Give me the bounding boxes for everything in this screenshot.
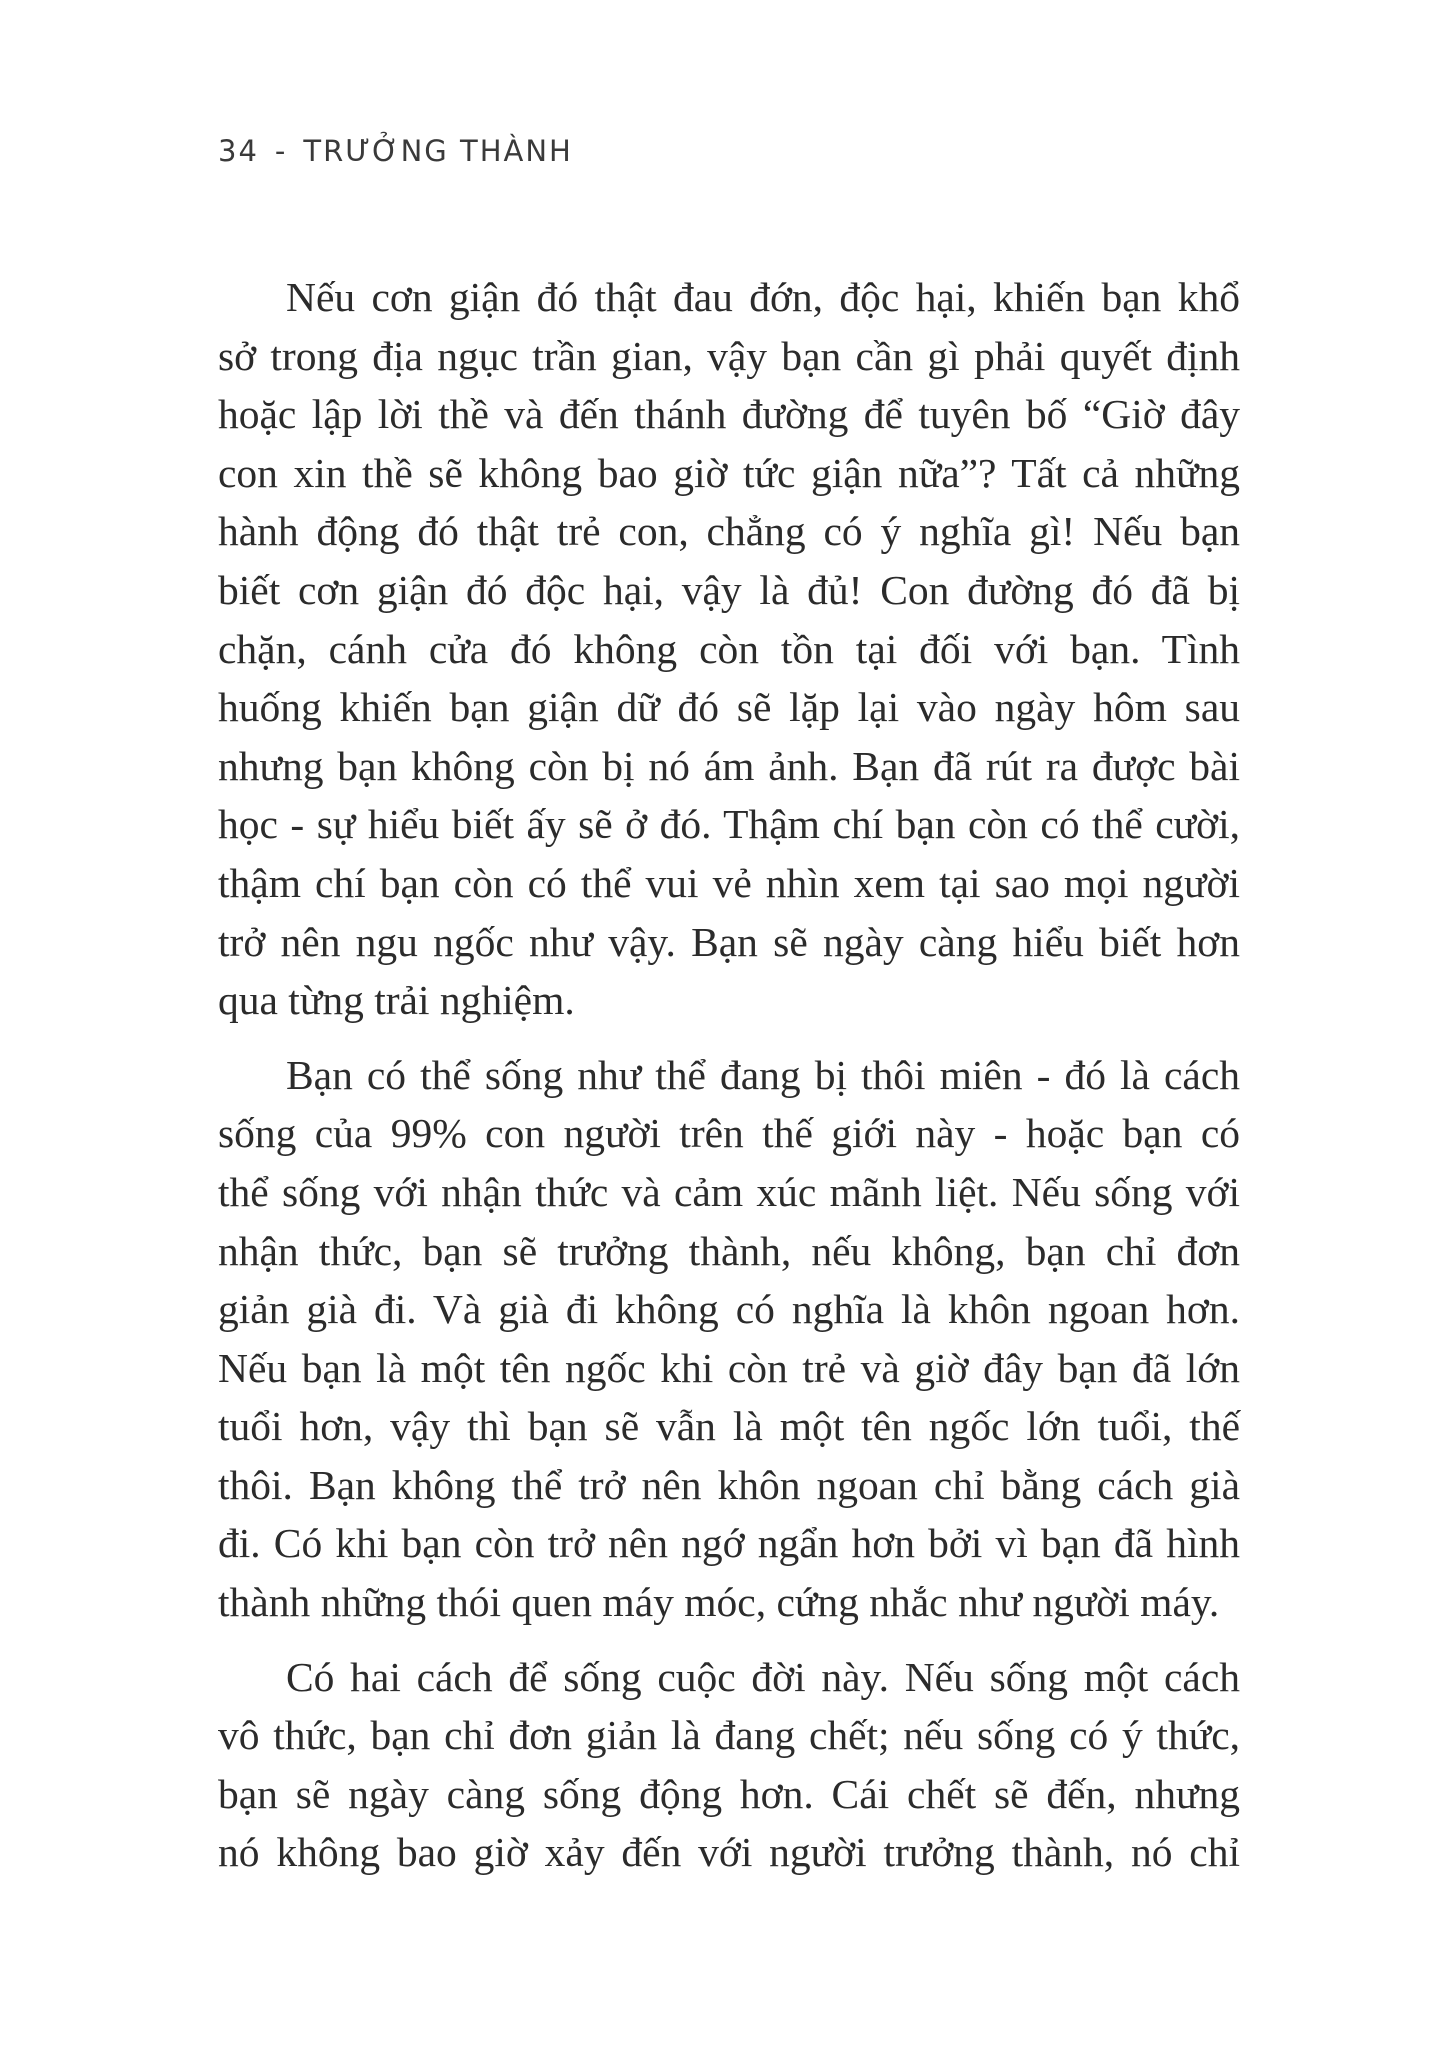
header-separator: - [274, 134, 288, 168]
text-line: thậm chí bạn còn có thể vui vẻ nhìn xem tại sao mọi người [218, 859, 1240, 906]
body-text [218, 268, 1240, 1898]
paragraph [218, 1648, 1240, 1882]
text-line: con xin thề sẽ không bao giờ tức giận nữa”? Tất cả những [218, 449, 1240, 496]
text-line: trở nên ngu ngốc như vậy. Bạn sẽ ngày càng hiểu biết hơn [218, 918, 1240, 965]
text-line: Bạn có thể sống như thể đang bị thôi miên - đó là cách [286, 1051, 1240, 1098]
text-line: giản già đi. Và già đi không có nghĩa là khôn ngoan hơn. [218, 1286, 1240, 1333]
text-line: bạn sẽ ngày càng sống động hơn. Cái chết sẽ đến, nhưng [218, 1770, 1240, 1817]
text-line: thành những thói quen máy móc, cứng nhắc như người máy. [218, 1579, 1220, 1626]
text-line: chặn, cánh cửa đó không còn tồn tại đối với bạn. Tình [218, 625, 1240, 672]
text-line: tuổi hơn, vậy thì bạn sẽ vẫn là một tên ngốc lớn tuổi, thế [218, 1403, 1240, 1450]
text-line: nó không bao giờ xảy đến với người trưởng thành, nó chỉ [218, 1829, 1240, 1876]
text-line: Có hai cách để sống cuộc đời này. Nếu sống một cách [286, 1653, 1240, 1700]
text-line: Nếu bạn là một tên ngốc khi còn trẻ và giờ đây bạn đã lớn [218, 1344, 1240, 1391]
paragraph [218, 268, 1240, 1030]
text-line: hoặc lập lời thề và đến thánh đường để tuyên bố “Giờ đây [218, 391, 1240, 438]
text-line: huống khiến bạn giận dữ đó sẽ lặp lại vào ngày hôm sau [218, 684, 1240, 731]
chapter-title: TRƯỞNG THÀNH [303, 134, 573, 168]
text-line: thể sống với nhận thức và cảm xúc mãnh liệt. Nếu sống với [218, 1168, 1240, 1215]
text-line: qua từng trải nghiệm. [218, 977, 575, 1024]
page-number: 34 [218, 134, 259, 168]
text-line: đi. Có khi bạn còn trở nên ngớ ngẩn hơn bởi vì bạn đã hình [218, 1520, 1240, 1567]
text-line: thôi. Bạn không thể trở nên khôn ngoan chỉ bằng cách già [218, 1461, 1240, 1508]
text-line: vô thức, bạn chỉ đơn giản là đang chết; nếu sống có ý thức, [218, 1712, 1240, 1759]
text-line: sở trong địa ngục trần gian, vậy bạn cần gì phải quyết định [218, 332, 1240, 379]
text-line: sống của 99% con người trên thế giới này - hoặc bạn có [218, 1110, 1240, 1157]
text-line: hành động đó thật trẻ con, chẳng có ý nghĩa gì! Nếu bạn [218, 508, 1240, 555]
text-line: nhưng bạn không còn bị nó ám ảnh. Bạn đã rút ra được bài [218, 742, 1240, 789]
paragraph [218, 1046, 1240, 1632]
text-line: biết cơn giận đó độc hại, vậy là đủ! Con đường đó đã bị [218, 566, 1240, 613]
text-line: nhận thức, bạn sẽ trưởng thành, nếu không, bạn chỉ đơn [218, 1227, 1240, 1274]
text-line: Nếu cơn giận đó thật đau đớn, độc hại, khiến bạn khổ [286, 274, 1240, 320]
text-line: học - sự hiểu biết ấy sẽ ở đó. Thậm chí bạn còn có thể cười, [218, 801, 1240, 848]
running-header [218, 134, 573, 168]
